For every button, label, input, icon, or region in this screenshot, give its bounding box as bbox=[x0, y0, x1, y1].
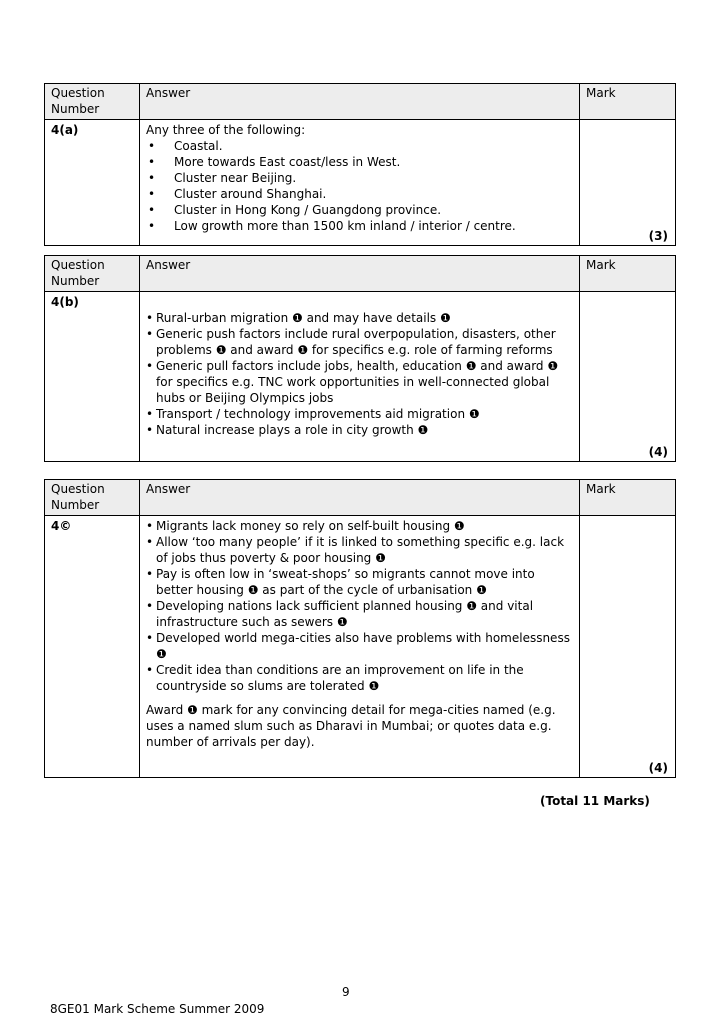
table-header-row bbox=[45, 84, 676, 120]
page-footer: 8GE01 Mark Scheme Summer 2009 bbox=[50, 1002, 265, 1016]
mark-table-4a bbox=[44, 83, 676, 246]
table-row bbox=[45, 120, 676, 246]
list-item: • More towards East coast/less in West. bbox=[146, 154, 573, 170]
list-item: • Generic pull factors include jobs, health, education ❶ and award ❶ for specifics e.g. TNC work opportunities in well-connected global hubs or Beijing Olympics jobs bbox=[146, 358, 573, 406]
table-header-row bbox=[45, 256, 676, 292]
mark-value: (3) bbox=[648, 229, 668, 243]
list-item: • Pay is often low in ‘sweat-shops’ so migrants cannot move into better housing ❶ as part of the cycle of urbanisation ❶ bbox=[146, 566, 573, 598]
mark-header: Mark bbox=[580, 480, 676, 516]
mark-header: Mark bbox=[580, 256, 676, 292]
answer-header: Answer bbox=[140, 84, 580, 120]
list-item: • Cluster in Hong Kong / Guangdong province. bbox=[146, 202, 573, 218]
list-item: • Developed world mega-cities also have problems with homelessness ❶ bbox=[146, 630, 573, 662]
table-header-row bbox=[45, 480, 676, 516]
list-item: • Allow ‘too many people’ if it is linked to something specific e.g. lack of jobs thus poverty & poor housing ❶ bbox=[146, 534, 573, 566]
question-number-header: Question Number bbox=[45, 256, 140, 292]
list-item: • Cluster near Beijing. bbox=[146, 170, 573, 186]
list-item: • Cluster around Shanghai. bbox=[146, 186, 573, 202]
list-item: • Transport / technology improvements aid migration ❶ bbox=[146, 406, 573, 422]
table-row bbox=[45, 516, 676, 778]
question-number: 4(a) bbox=[45, 120, 140, 246]
answer-list bbox=[146, 518, 573, 694]
answer-intro: Any three of the following: bbox=[146, 123, 306, 137]
list-item: • Credit idea than conditions are an improvement on life in the countryside so slums are tolerated ❶ bbox=[146, 662, 573, 694]
table-row bbox=[45, 292, 676, 462]
list-item: • Generic push factors include rural overpopulation, disasters, other problems ❶ and award ❶ for specifics e.g. role of farming reforms bbox=[146, 326, 573, 358]
question-number-header: Question Number bbox=[45, 480, 140, 516]
total-marks: (Total 11 Marks) bbox=[540, 794, 650, 808]
list-item: • Low growth more than 1500 km inland / interior / centre. bbox=[146, 218, 573, 234]
answer-cell bbox=[140, 516, 580, 778]
answer-header: Answer bbox=[140, 256, 580, 292]
mark-header: Mark bbox=[580, 84, 676, 120]
award-note: Award ❶ mark for any convincing detail for mega-cities named (e.g. uses a named slum such as Dharavi in Mumbai; or quotes data e.g. number of arrivals per day). bbox=[146, 703, 556, 749]
mark-cell bbox=[580, 516, 676, 778]
answer-cell bbox=[140, 120, 580, 246]
list-item: • Developing nations lack sufficient planned housing ❶ and vital infrastructure such as sewers ❶ bbox=[146, 598, 573, 630]
mark-cell bbox=[580, 120, 676, 246]
page-number: 9 bbox=[342, 985, 350, 999]
list-item: • Migrants lack money so rely on self-built housing ❶ bbox=[146, 518, 573, 534]
question-number: 4© bbox=[45, 516, 140, 778]
answer-cell bbox=[140, 292, 580, 462]
answer-list bbox=[146, 138, 573, 234]
question-number-header: Question Number bbox=[45, 84, 140, 120]
mark-table-4c bbox=[44, 479, 676, 778]
answer-list bbox=[146, 310, 573, 438]
list-item: • Rural-urban migration ❶ and may have details ❶ bbox=[146, 310, 573, 326]
question-number: 4(b) bbox=[45, 292, 140, 462]
list-item: • Coastal. bbox=[146, 138, 573, 154]
mark-value: (4) bbox=[648, 761, 668, 775]
mark-cell bbox=[580, 292, 676, 462]
mark-table-4b bbox=[44, 255, 676, 462]
list-item: • Natural increase plays a role in city growth ❶ bbox=[146, 422, 573, 438]
answer-header: Answer bbox=[140, 480, 580, 516]
mark-value: (4) bbox=[648, 445, 668, 459]
